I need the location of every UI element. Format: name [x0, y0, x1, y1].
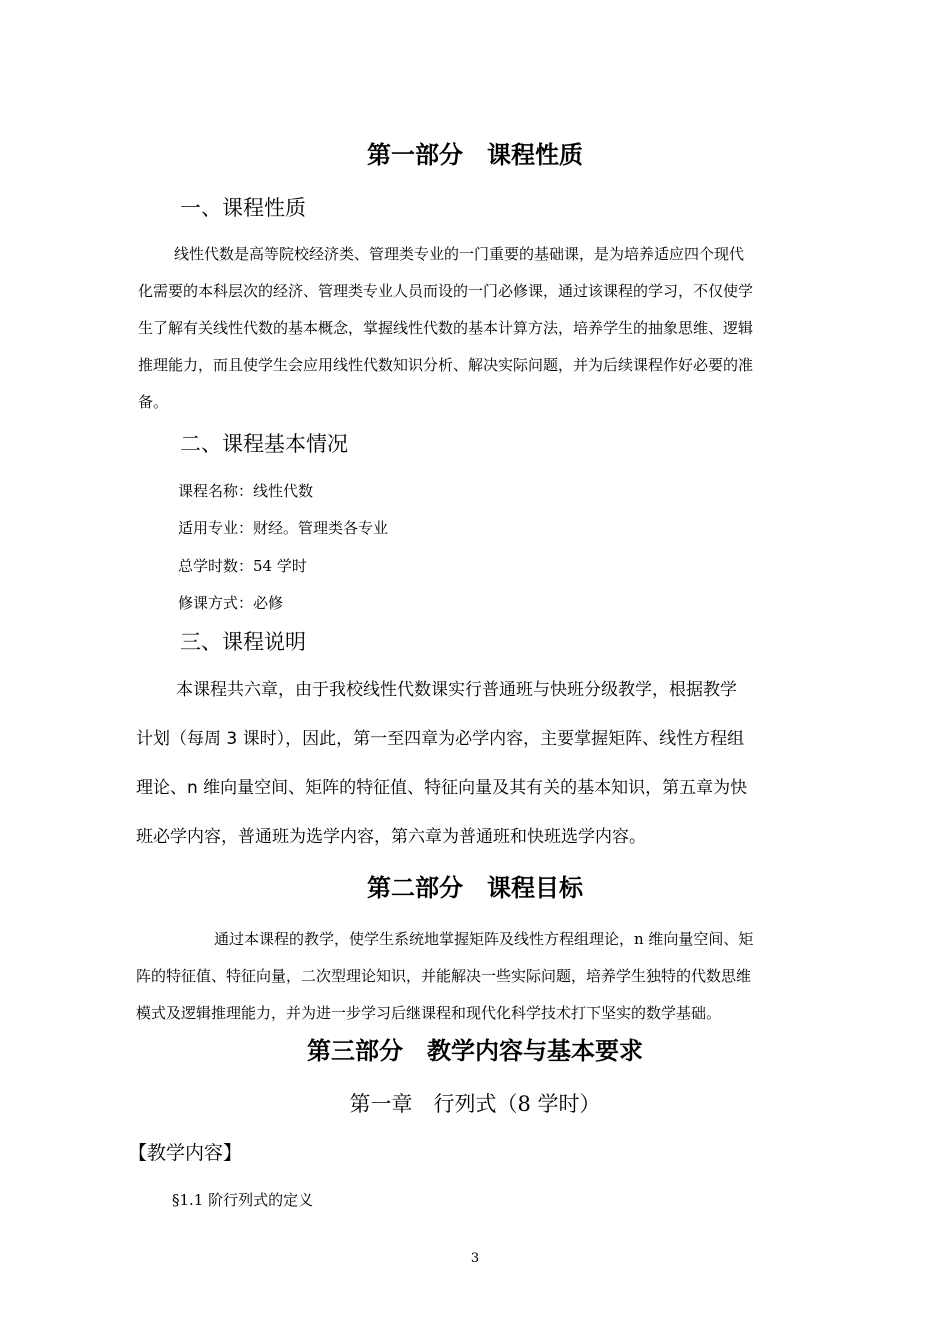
- paragraph-line: 生了解有关线性代数的基本概念，掌握线性代数的基本计算方法，培养学生的抽象思维、逻辑: [138, 319, 754, 337]
- chapter-title: 第一章 行列式（8 学时）: [349, 1092, 601, 1116]
- total-hours: 总学时数：54 学时: [178, 557, 307, 575]
- paragraph-line: 阵的特征值、特征向量，二次型理论知识，并能解决一些实际问题，培养学生独特的代数思维: [136, 967, 752, 985]
- paragraph-line: 班必学内容，普通班为选学内容，第六章为普通班和快班选学内容。: [136, 827, 646, 847]
- course-mode: 修课方式：必修: [178, 594, 284, 612]
- section1-heading: 一、课程性质: [180, 196, 306, 220]
- section2-heading: 二、课程基本情况: [180, 432, 348, 456]
- applicable-majors: 适用专业：财经。管理类各专业: [178, 519, 389, 537]
- paragraph-line: 本课程共六章，由于我校线性代数课实行普通班与快班分级教学，根据教学: [176, 680, 737, 700]
- section1-paragraph: [138, 236, 753, 421]
- teaching-content-heading: 【教学内容】: [128, 1142, 243, 1164]
- part2-title: 第二部分 课程目标: [367, 874, 583, 902]
- paragraph-line: 备。: [138, 393, 169, 411]
- paragraph-line: 通过本课程的教学，使学生系统地掌握矩阵及线性方程组理论，n 维向量空间、矩: [214, 930, 754, 948]
- part1-title: 第一部分 课程性质: [367, 141, 583, 169]
- course-name: 课程名称：线性代数: [178, 482, 314, 500]
- paragraph-line: 计划（每周 3 课时），因此，第一至四章为必学内容，主要掌握矩阵、线性方程组: [136, 729, 745, 749]
- part2-paragraph: [136, 921, 753, 1032]
- part3-title: 第三部分 教学内容与基本要求: [307, 1037, 643, 1065]
- paragraph-line: 线性代数是高等院校经济类、管理类专业的一门重要的基础课，是为培养适应四个现代: [174, 245, 745, 263]
- page-number: 3: [470, 1251, 480, 1266]
- subsection-title: §1.1 阶行列式的定义: [172, 1191, 314, 1209]
- paragraph-line: 模式及逻辑推理能力，并为进一步学习后继课程和现代化科学技术打下坚实的数学基础。: [136, 1004, 722, 1022]
- paragraph-line: 理论、n 维向量空间、矩阵的特征值、特征向量及其有关的基本知识，第五章为快: [136, 778, 748, 798]
- paragraph-line: 化需要的本科层次的经济、管理类专业人员而设的一门必修课，通过该课程的学习，不仅使学: [138, 282, 754, 300]
- section3-heading: 三、课程说明: [180, 630, 306, 654]
- paragraph-line: 推理能力，而且使学生会应用线性代数知识分析、解决实际问题，并为后续课程作好必要的准: [138, 356, 754, 374]
- section3-paragraph: [136, 666, 747, 862]
